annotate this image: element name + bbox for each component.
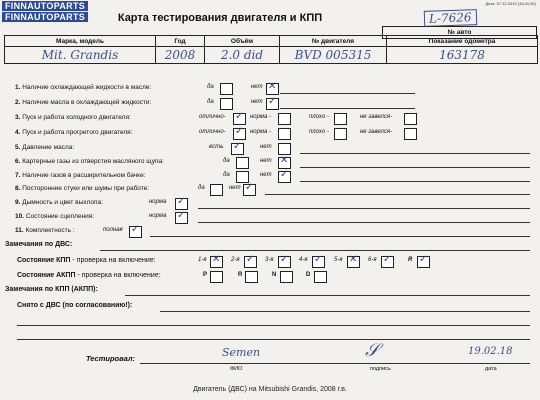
signature-mark: 𝒮 <box>365 340 379 361</box>
value-make-model: Mit. Grandis <box>5 47 156 64</box>
checkbox-da[interactable] <box>220 98 233 110</box>
checkbox-da[interactable] <box>220 83 233 95</box>
checkbox-net[interactable] <box>243 184 256 196</box>
checkbox-d[interactable] <box>314 271 327 283</box>
check-mark-icon: ✕ <box>268 81 277 92</box>
check-mark-icon: ✕ <box>280 155 289 166</box>
checkbox-gear-r[interactable] <box>417 256 430 268</box>
note-line <box>160 311 530 312</box>
option-label: нет <box>251 84 263 90</box>
check-mark-icon: ✕ <box>349 254 358 265</box>
checkbox-gear-6[interactable] <box>381 256 394 268</box>
item-1: 1. Наличие охлаждающей жидкости в масле: <box>15 84 152 91</box>
option-label: нет <box>251 99 263 105</box>
print-date: Дата: 07.12.2019 (16:41:52) <box>485 1 536 6</box>
gear-label: 1-я <box>198 257 207 263</box>
removed-from-dvs-label: Снято с ДВС (по согласованию!): <box>17 302 133 309</box>
note-line <box>150 236 530 237</box>
item-2: 2. Наличие масла в охлаждающей жидкости: <box>15 99 152 106</box>
gear-label: R <box>408 257 413 263</box>
note-line <box>280 108 415 109</box>
gear-label: N <box>272 272 277 278</box>
option-label: да <box>223 158 230 164</box>
checkbox-norma[interactable] <box>278 128 291 140</box>
note-line <box>300 181 530 182</box>
checkbox-norma[interactable] <box>175 212 188 224</box>
checkbox-ploho[interactable] <box>334 128 347 140</box>
option-label: да <box>207 99 214 105</box>
checkbox-gear-2[interactable] <box>244 256 257 268</box>
check-mark-icon: ✕ <box>212 254 221 265</box>
option-label: норма <box>149 213 167 219</box>
checkbox-otlichno[interactable] <box>233 128 246 140</box>
checkbox-gear-4[interactable] <box>312 256 325 268</box>
option-label: норма - <box>250 129 272 135</box>
check-mark-icon: ✓ <box>246 254 255 265</box>
gear-label: R <box>238 272 243 278</box>
option-label: да <box>198 185 205 191</box>
image-caption: Двигатель (ДВС) на Mitsubishi Grandis, 2008 г.в. <box>193 386 347 393</box>
note-line <box>198 208 530 209</box>
option-label: полная <box>103 227 123 233</box>
checkbox-da[interactable] <box>236 157 249 169</box>
check-mark-icon: ✓ <box>233 141 242 152</box>
checkbox-ploho[interactable] <box>334 113 347 125</box>
checkbox-r[interactable] <box>245 271 258 283</box>
checkbox-est[interactable] <box>231 143 244 155</box>
item-3: 3. Пуск и работа холодного двигателя: <box>15 114 131 121</box>
option-label: не завелся- <box>360 114 393 120</box>
checkbox-p[interactable] <box>210 271 223 283</box>
check-mark-icon: ✓ <box>280 254 289 265</box>
checkbox-polnaya[interactable] <box>129 226 142 238</box>
page-title: Карта тестирования двигателя и КПП <box>117 12 323 24</box>
note-line <box>198 222 530 223</box>
checkbox-net[interactable] <box>278 157 291 169</box>
signature-label: подпись <box>370 366 391 372</box>
handwritten-stamp: L-7626 <box>424 9 477 27</box>
option-label: плохо - <box>309 129 329 135</box>
option-label: нет <box>260 158 272 164</box>
check-mark-icon: ✓ <box>235 126 244 137</box>
item-11: 11. Комплектность : <box>15 227 75 234</box>
col-odometer: Показание одометра <box>387 36 538 47</box>
note-line <box>17 339 530 340</box>
check-mark-icon: ✓ <box>177 196 186 207</box>
check-mark-icon: ✓ <box>268 96 277 107</box>
item-4: 4. Пуск и работа прогретого двигателя: <box>15 129 133 136</box>
option-label: норма - <box>250 114 272 120</box>
option-label: нет <box>260 172 272 178</box>
option-label: нет <box>229 185 241 191</box>
gear-label: P <box>203 272 208 278</box>
tested-by-label: Тестировал: <box>86 354 135 363</box>
gear-label: 6-я <box>368 257 377 263</box>
check-mark-icon: ✓ <box>314 254 323 265</box>
option-label: норма <box>149 199 167 205</box>
remarks-kpp-label: Замечания по КПП (АКПП): <box>5 286 98 293</box>
note-line <box>280 93 415 94</box>
col-make-model: Марка, модель <box>5 36 156 47</box>
item-5: 5. Давление масла: <box>15 144 75 151</box>
col-year: Год <box>156 36 205 47</box>
checkbox-otlichno[interactable] <box>233 113 246 125</box>
auto-number-header: № авто <box>382 26 537 39</box>
item-6: 6. Картерные газы из отверстия масляного щупа: <box>15 158 164 165</box>
checkbox-ne-zavelsya[interactable] <box>404 113 417 125</box>
logo-finnautoparts-2: FINNAUTOPARTS <box>2 12 88 22</box>
checkbox-net[interactable] <box>266 83 279 95</box>
handwritten-name: Semen <box>222 346 261 359</box>
date-label: дата <box>485 366 497 372</box>
col-volume: Объём <box>205 36 280 47</box>
check-mark-icon: ✓ <box>383 254 392 265</box>
checkbox-norma[interactable] <box>175 198 188 210</box>
logo-finnautoparts: FINNAUTOPARTS <box>2 1 88 11</box>
check-mark-icon: ✓ <box>131 224 140 235</box>
gear-label: 3-я <box>265 257 274 263</box>
checkbox-net[interactable] <box>278 171 291 183</box>
option-label: есть <box>209 144 224 150</box>
handwritten-date: 19.02.18 <box>468 346 513 357</box>
vehicle-header-table <box>4 35 538 64</box>
checkbox-gear-3[interactable] <box>278 256 291 268</box>
checkbox-da[interactable] <box>210 184 223 196</box>
gear-label: 5-я <box>334 257 343 263</box>
item-8: 8. Посторонние стуки или шумы при работе: <box>15 185 150 192</box>
value-year: 2008 <box>156 47 205 64</box>
option-label: да <box>223 172 230 178</box>
sign-line <box>140 363 530 364</box>
akpp-state-label: Состояние АКПП - проверка на включение: <box>17 272 161 279</box>
option-label: отлично- <box>199 114 226 120</box>
option-label: да <box>207 84 214 90</box>
check-mark-icon: ✓ <box>245 182 254 193</box>
note-line <box>100 250 530 251</box>
option-label: отлично- <box>199 129 226 135</box>
kpp-state-label: Состояние КПП - проверка на включение: <box>17 257 156 264</box>
checkbox-gear-5[interactable] <box>347 256 360 268</box>
value-volume: 2.0 did <box>205 47 280 64</box>
fio-label: ФИО <box>230 366 243 372</box>
check-mark-icon: ✓ <box>280 169 289 180</box>
option-label: не завелся- <box>360 129 393 135</box>
remarks-dvs-label: Замечания по ДВС: <box>5 241 73 248</box>
gear-label: D <box>306 272 311 278</box>
checkbox-n[interactable] <box>280 271 293 283</box>
note-line <box>300 153 530 154</box>
note-line <box>125 295 530 296</box>
item-7: 7. Наличие газов в расширительном бачке: <box>15 172 146 179</box>
checkbox-net[interactable] <box>278 143 291 155</box>
col-engine-number: № двигателя <box>280 36 387 47</box>
check-mark-icon: ✓ <box>419 254 428 265</box>
note-line <box>17 325 530 326</box>
note-line <box>265 194 530 195</box>
checkbox-ne-zavelsya[interactable] <box>404 128 417 140</box>
check-mark-icon: ✓ <box>235 111 244 122</box>
checkbox-gear-1[interactable] <box>210 256 223 268</box>
item-10: 10. Состояние сцепления: <box>15 213 95 220</box>
value-odometer: 163178 <box>387 47 538 64</box>
gear-label: 2-я <box>231 257 240 263</box>
gear-label: 4-я <box>299 257 308 263</box>
option-label: плохо - <box>309 114 329 120</box>
checkbox-net[interactable] <box>266 98 279 110</box>
checkbox-norma[interactable] <box>278 113 291 125</box>
value-engine-number: BVD 005315 <box>280 47 387 64</box>
note-line <box>300 167 530 168</box>
check-mark-icon: ✓ <box>177 210 186 221</box>
option-label: нет <box>260 144 272 150</box>
item-9: 9. Дымность и цвет выхлопа: <box>15 199 103 206</box>
